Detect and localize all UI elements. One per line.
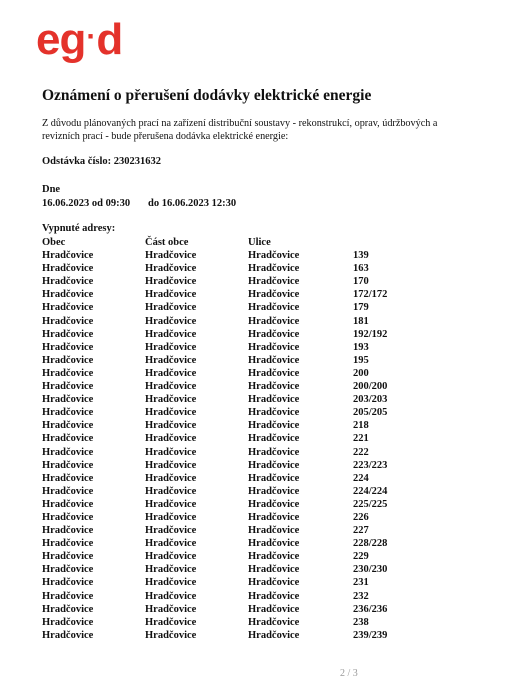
cell-obec: Hradčovice xyxy=(42,472,94,484)
cell-house-number: 231 xyxy=(353,577,369,589)
table-row xyxy=(42,603,462,616)
cell-house-number: 228/228 xyxy=(353,538,388,550)
cell-obec: Hradčovice xyxy=(42,459,94,471)
table-row xyxy=(42,485,462,498)
cell-obec: Hradčovice xyxy=(42,511,94,523)
date-label: Dne xyxy=(42,184,61,195)
cell-obec: Hradčovice xyxy=(42,354,94,366)
cell-house-number: 230/230 xyxy=(353,564,388,576)
cell-cast-obce: Hradčovice xyxy=(145,629,197,641)
page-title: Oznámení o přerušení dodávky elektrické energie xyxy=(42,87,372,104)
cell-obec: Hradčovice xyxy=(42,250,94,262)
cell-ulice: Hradčovice xyxy=(248,354,300,366)
table-row xyxy=(42,275,462,288)
cell-ulice: Hradčovice xyxy=(248,551,300,563)
cell-house-number: 229 xyxy=(353,551,369,563)
cell-obec: Hradčovice xyxy=(42,381,94,393)
cell-ulice: Hradčovice xyxy=(248,433,300,445)
cell-ulice: Hradčovice xyxy=(248,315,300,327)
table-row xyxy=(42,629,462,642)
cell-cast-obce: Hradčovice xyxy=(145,289,197,301)
cell-ulice: Hradčovice xyxy=(248,263,300,275)
cell-obec: Hradčovice xyxy=(42,302,94,314)
cell-cast-obce: Hradčovice xyxy=(145,603,197,615)
cell-cast-obce: Hradčovice xyxy=(145,538,197,550)
cell-cast-obce: Hradčovice xyxy=(145,315,197,327)
cell-ulice: Hradčovice xyxy=(248,629,300,641)
cell-obec: Hradčovice xyxy=(42,525,94,537)
cell-ulice: Hradčovice xyxy=(248,616,300,628)
cell-ulice: Hradčovice xyxy=(248,302,300,314)
cell-cast-obce: Hradčovice xyxy=(145,250,197,262)
table-row xyxy=(42,367,462,380)
cell-obec: Hradčovice xyxy=(42,328,94,340)
cell-house-number: 139 xyxy=(353,250,369,262)
table-row xyxy=(42,328,462,341)
table-row xyxy=(42,432,462,445)
header-cast-obce: Část obce xyxy=(145,237,189,248)
header-ulice: Ulice xyxy=(248,237,271,248)
cell-ulice: Hradčovice xyxy=(248,250,300,262)
table-row xyxy=(42,301,462,314)
table-row xyxy=(42,459,462,472)
logo-dot: · xyxy=(86,20,96,53)
cell-house-number: 226 xyxy=(353,511,369,523)
cell-cast-obce: Hradčovice xyxy=(145,459,197,471)
cell-obec: Hradčovice xyxy=(42,616,94,628)
cell-ulice: Hradčovice xyxy=(248,577,300,589)
cell-house-number: 238 xyxy=(353,616,369,628)
cell-cast-obce: Hradčovice xyxy=(145,328,197,340)
cell-ulice: Hradčovice xyxy=(248,498,300,510)
cell-house-number: 200 xyxy=(353,367,369,379)
cell-ulice: Hradčovice xyxy=(248,367,300,379)
cell-house-number: 236/236 xyxy=(353,603,388,615)
cell-ulice: Hradčovice xyxy=(248,420,300,432)
cell-cast-obce: Hradčovice xyxy=(145,446,197,458)
table-row xyxy=(42,511,462,524)
cell-house-number: 192/192 xyxy=(353,328,388,340)
cell-ulice: Hradčovice xyxy=(248,472,300,484)
cell-obec: Hradčovice xyxy=(42,315,94,327)
cell-cast-obce: Hradčovice xyxy=(145,498,197,510)
cell-cast-obce: Hradčovice xyxy=(145,616,197,628)
cell-house-number: 222 xyxy=(353,446,369,458)
cell-cast-obce: Hradčovice xyxy=(145,381,197,393)
table-row xyxy=(42,524,462,537)
cell-ulice: Hradčovice xyxy=(248,485,300,497)
table-row xyxy=(42,380,462,393)
table-row xyxy=(42,576,462,589)
table-row xyxy=(42,550,462,563)
cell-cast-obce: Hradčovice xyxy=(145,367,197,379)
cell-obec: Hradčovice xyxy=(42,551,94,563)
cell-house-number: 172/172 xyxy=(353,289,388,301)
cell-house-number: 227 xyxy=(353,525,369,537)
cell-ulice: Hradčovice xyxy=(248,276,300,288)
table-row xyxy=(42,262,462,275)
cell-obec: Hradčovice xyxy=(42,276,94,288)
table-row xyxy=(42,537,462,550)
outage-number: Odstávka číslo: 230231632 xyxy=(42,156,162,167)
cell-house-number: 163 xyxy=(353,263,369,275)
table-row xyxy=(42,563,462,576)
cell-cast-obce: Hradčovice xyxy=(145,551,197,563)
cell-obec: Hradčovice xyxy=(42,564,94,576)
cell-cast-obce: Hradčovice xyxy=(145,302,197,314)
cell-ulice: Hradčovice xyxy=(248,446,300,458)
cell-ulice: Hradčovice xyxy=(248,394,300,406)
table-row xyxy=(42,419,462,432)
cell-ulice: Hradčovice xyxy=(248,564,300,576)
logo-text-right: d xyxy=(96,15,123,64)
cell-obec: Hradčovice xyxy=(42,433,94,445)
cell-cast-obce: Hradčovice xyxy=(145,525,197,537)
address-table xyxy=(42,236,462,642)
table-header-row xyxy=(42,236,462,249)
cell-obec: Hradčovice xyxy=(42,341,94,353)
cell-obec: Hradčovice xyxy=(42,485,94,497)
cell-house-number: 193 xyxy=(353,341,369,353)
date-from: 16.06.2023 od 09:30 xyxy=(42,198,131,209)
cell-ulice: Hradčovice xyxy=(248,511,300,523)
cell-house-number: 218 xyxy=(353,420,369,432)
cell-obec: Hradčovice xyxy=(42,629,94,641)
cell-obec: Hradčovice xyxy=(42,420,94,432)
table-row xyxy=(42,288,462,301)
table-row xyxy=(42,341,462,354)
cell-obec: Hradčovice xyxy=(42,446,94,458)
cell-house-number: 232 xyxy=(353,590,369,602)
logo-text-left: eg xyxy=(36,15,86,64)
cell-house-number: 225/225 xyxy=(353,498,388,510)
table-row xyxy=(42,315,462,328)
cell-house-number: 239/239 xyxy=(353,629,388,641)
cell-ulice: Hradčovice xyxy=(248,341,300,353)
cell-house-number: 203/203 xyxy=(353,394,388,406)
cell-cast-obce: Hradčovice xyxy=(145,263,197,275)
cell-house-number: 195 xyxy=(353,354,369,366)
cell-house-number: 205/205 xyxy=(353,407,388,419)
cell-obec: Hradčovice xyxy=(42,263,94,275)
cell-obec: Hradčovice xyxy=(42,407,94,419)
table-row xyxy=(42,590,462,603)
intro-paragraph: Z důvodu plánovaných prací na zařízení distribuční soustavy - rekonstrukcí, oprav, údržbových a revizních prací - bude přerušena dodávka elektrické energie: xyxy=(42,118,438,142)
cell-ulice: Hradčovice xyxy=(248,525,300,537)
cell-house-number: 224 xyxy=(353,472,369,484)
cell-cast-obce: Hradčovice xyxy=(145,472,197,484)
cell-cast-obce: Hradčovice xyxy=(145,341,197,353)
cell-house-number: 179 xyxy=(353,302,369,314)
table-row xyxy=(42,446,462,459)
cell-ulice: Hradčovice xyxy=(248,289,300,301)
cell-house-number: 224/224 xyxy=(353,485,388,497)
date-range xyxy=(42,198,237,209)
cell-cast-obce: Hradčovice xyxy=(145,433,197,445)
cell-cast-obce: Hradčovice xyxy=(145,407,197,419)
cell-house-number: 170 xyxy=(353,276,369,288)
page-indicator: 2 / 3 xyxy=(340,668,358,679)
cell-cast-obce: Hradčovice xyxy=(145,394,197,406)
cell-obec: Hradčovice xyxy=(42,603,94,615)
table-row xyxy=(42,406,462,419)
table-row xyxy=(42,616,462,629)
egd-logo xyxy=(36,15,123,64)
cell-ulice: Hradčovice xyxy=(248,407,300,419)
table-row xyxy=(42,498,462,511)
cell-cast-obce: Hradčovice xyxy=(145,577,197,589)
cell-obec: Hradčovice xyxy=(42,498,94,510)
cell-house-number: 200/200 xyxy=(353,381,388,393)
cell-cast-obce: Hradčovice xyxy=(145,485,197,497)
cell-ulice: Hradčovice xyxy=(248,459,300,471)
cell-obec: Hradčovice xyxy=(42,590,94,602)
cell-cast-obce: Hradčovice xyxy=(145,564,197,576)
table-row xyxy=(42,249,462,262)
cell-obec: Hradčovice xyxy=(42,538,94,550)
table-row xyxy=(42,354,462,367)
cell-cast-obce: Hradčovice xyxy=(145,511,197,523)
header-obec: Obec xyxy=(42,237,66,248)
cell-obec: Hradčovice xyxy=(42,289,94,301)
cell-house-number: 223/223 xyxy=(353,459,388,471)
table-row xyxy=(42,393,462,406)
cell-cast-obce: Hradčovice xyxy=(145,590,197,602)
cell-cast-obce: Hradčovice xyxy=(145,420,197,432)
cell-cast-obce: Hradčovice xyxy=(145,276,197,288)
addresses-label: Vypnuté adresy: xyxy=(42,223,116,234)
cell-ulice: Hradčovice xyxy=(248,538,300,550)
cell-obec: Hradčovice xyxy=(42,577,94,589)
cell-ulice: Hradčovice xyxy=(248,590,300,602)
cell-cast-obce: Hradčovice xyxy=(145,354,197,366)
date-to: do 16.06.2023 12:30 xyxy=(148,198,237,209)
cell-obec: Hradčovice xyxy=(42,367,94,379)
cell-ulice: Hradčovice xyxy=(248,328,300,340)
cell-house-number: 221 xyxy=(353,433,369,445)
table-row xyxy=(42,472,462,485)
cell-ulice: Hradčovice xyxy=(248,381,300,393)
cell-ulice: Hradčovice xyxy=(248,603,300,615)
cell-obec: Hradčovice xyxy=(42,394,94,406)
cell-house-number: 181 xyxy=(353,315,369,327)
